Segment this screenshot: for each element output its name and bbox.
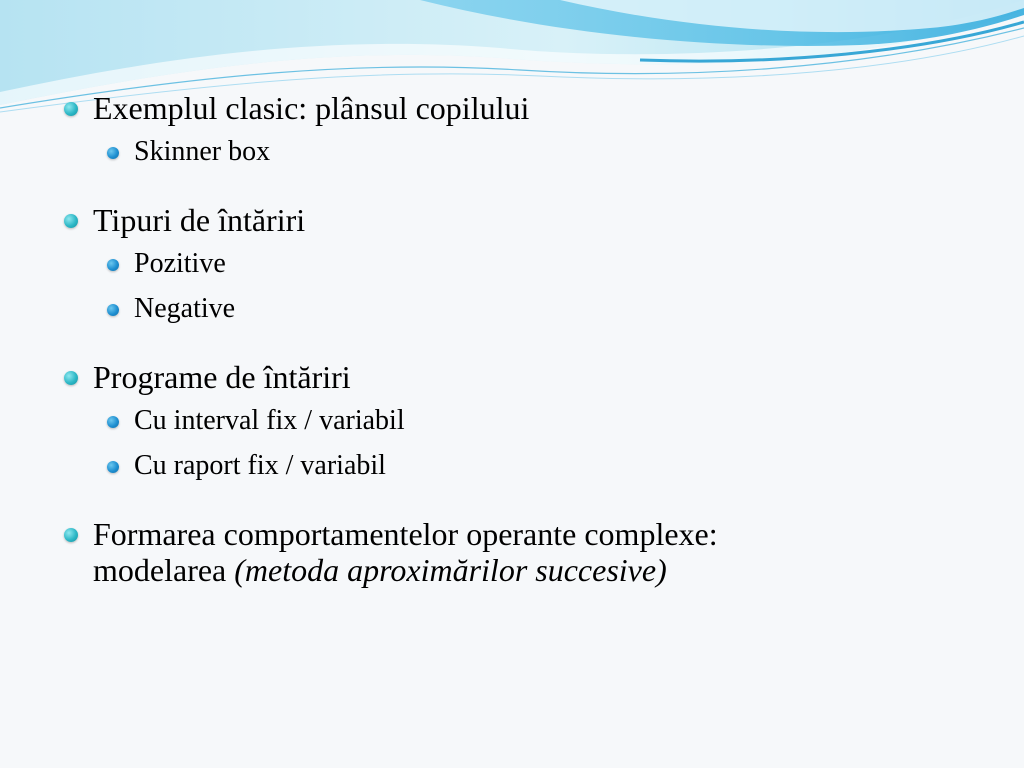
bullet-text: Exemplul clasic: plânsul copilului xyxy=(93,90,530,126)
bullet-group-shaping xyxy=(62,516,992,588)
bullet-text: Skinner box xyxy=(134,136,271,167)
bullet-level1 xyxy=(62,359,992,395)
bullet-text: Formarea comportamentelor operante complexe: xyxy=(93,516,718,552)
bullet-dot-icon xyxy=(107,416,119,428)
bullet-dot-icon xyxy=(107,147,119,159)
bullet-level2 xyxy=(62,136,992,168)
bullet-text: Cu raport fix / variabil xyxy=(134,450,386,481)
bullet-text: Pozitive xyxy=(134,248,226,279)
bullet-dot-icon xyxy=(107,259,119,271)
bullet-level2 xyxy=(62,450,992,482)
bullet-text-continuation: modelarea xyxy=(93,552,227,588)
bullet-level1 xyxy=(62,516,992,588)
bullet-dot-icon xyxy=(107,304,119,316)
bullet-level2 xyxy=(62,293,992,325)
bullet-level1 xyxy=(62,90,992,126)
bullet-text: Negative xyxy=(134,293,236,324)
bullet-dot-icon xyxy=(64,371,78,385)
bullet-level2 xyxy=(62,248,992,280)
bullet-group-reinforcement-schedules xyxy=(62,359,992,482)
bullet-dot-icon xyxy=(107,461,119,473)
bullet-dot-icon xyxy=(64,214,78,228)
bullet-text: Tipuri de întăriri xyxy=(93,202,306,238)
bullet-dot-icon xyxy=(64,102,78,116)
bullet-text: Cu interval fix / variabil xyxy=(134,405,405,436)
bullet-group-classic-example xyxy=(62,90,992,168)
bullet-text-emphasis: (metoda aproximărilor succesive) xyxy=(234,552,667,588)
bullet-level1 xyxy=(62,202,992,238)
bullet-text: Programe de întăriri xyxy=(93,359,351,395)
bullet-group-reinforcement-types xyxy=(62,202,992,325)
bullet-dot-icon xyxy=(64,528,78,542)
slide-content xyxy=(62,90,992,622)
bullet-level2 xyxy=(62,405,992,437)
